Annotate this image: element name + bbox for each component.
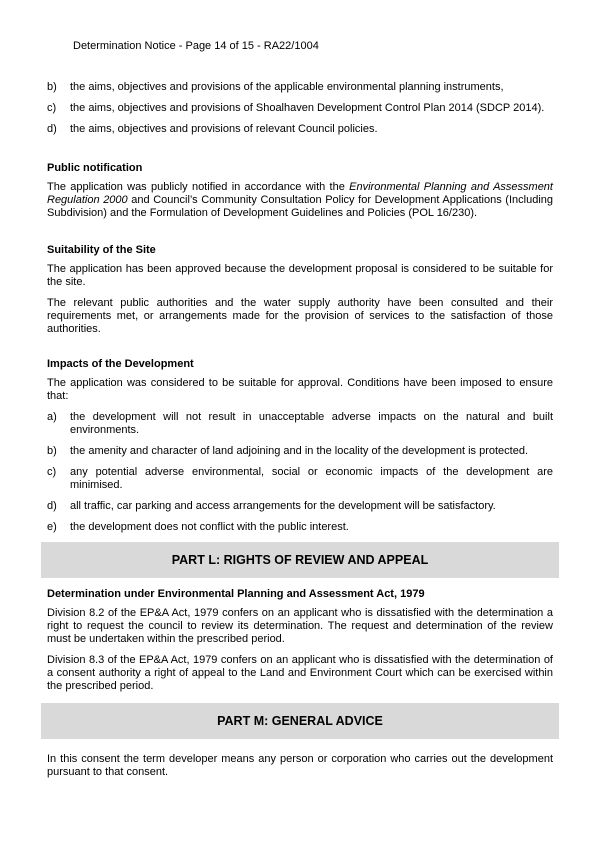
part-m-para-1: In this consent the term developer means any person or corporation who carries out the development pursuant to that consent. [47,753,553,778]
suitability-para-1: The application has been approved because the development proposal is considered to be suitable for the site. [47,263,553,288]
list-item-text: the development does not conflict with the public interest. [70,521,349,533]
list-item [47,466,553,492]
list-item [47,123,553,136]
text-segment: and Council’s Community Consultation Policy for Development Applications (Including Subdivision) and the Formulation of Development Guidelines and Policies (POL 16/230). [47,194,553,219]
list-item [47,81,553,94]
list-item-label: c) [47,466,57,478]
list-item-label: e) [47,521,57,533]
part-l-para-1: Division 8.2 of the EP&A Act, 1979 confers on an applicant who is dissatisfied with the determination a right to request the council to review its determination. The request and determination of the review must be undertaken within the prescribed period. [47,607,553,645]
list-item-text: the aims, objectives and provisions of relevant Council policies. [70,123,378,135]
part-l-para-2: Division 8.3 of the EP&A Act, 1979 confers on an applicant who is dissatisfied with the determination of a consent authority a right of appeal to the Land and Environment Court which can be exercised within the prescribed period. [47,654,553,692]
list-item-text: all traffic, car parking and access arrangements for the development will be satisfactory. [70,500,496,512]
public-notification-text [47,181,553,220]
part-m-title: PART M: GENERAL ADVICE [217,713,383,728]
list-item-label: a) [47,411,57,423]
suitability-title: Suitability of the Site [47,244,156,256]
public-notification-title: Public notification [47,162,143,174]
suitability-para-2: The relevant public authorities and the water supply authority have been consulted and their requirements met, or arrangements made for the provision of services to the satisfaction of those authorities. [47,297,553,335]
list-item-text: the development will not result in unacceptable adverse impacts on the natural and built environments. [70,411,553,436]
intro-list [47,81,553,136]
list-item-text: the amenity and character of land adjoining and in the locality of the development is protected. [70,445,529,457]
list-item-text: the aims, objectives and provisions of Shoalhaven Development Control Plan 2014 (SDCP 2014). [70,102,545,114]
document-body [47,81,553,787]
list-item-label: b) [47,445,57,457]
impacts-intro: The application was considered to be suitable for approval. Conditions have been imposed to ensure that: [47,377,553,402]
impacts-title: Impacts of the Development [47,358,194,370]
list-item [47,521,553,534]
list-item-label: d) [47,123,57,135]
part-l-title: PART L: RIGHTS OF REVIEW AND APPEAL [171,552,429,567]
list-item [47,102,553,115]
list-item-label: d) [47,500,57,512]
part-m-banner [41,703,559,739]
list-item [47,445,553,458]
part-l-subtitle: Determination under Environmental Planning and Assessment Act, 1979 [47,588,425,600]
list-item-text: the aims, objectives and provisions of the applicable environmental planning instruments, [70,81,504,93]
regulation-name: Environmental Planning and Assessment Regulation 2000 [47,181,553,206]
page-header: Determination Notice - Page 14 of 15 - RA22/1004 [73,40,319,52]
list-item-label: c) [47,102,57,114]
list-item [47,411,553,437]
part-l-banner [41,542,559,578]
list-item-label: b) [47,81,57,93]
list-item-text: any potential adverse environmental, social or economic impacts of the development are minimised. [70,466,553,491]
impacts-list [47,411,553,534]
text-segment: The application was publicly notified in accordance with the [47,181,350,193]
list-item [47,500,553,513]
